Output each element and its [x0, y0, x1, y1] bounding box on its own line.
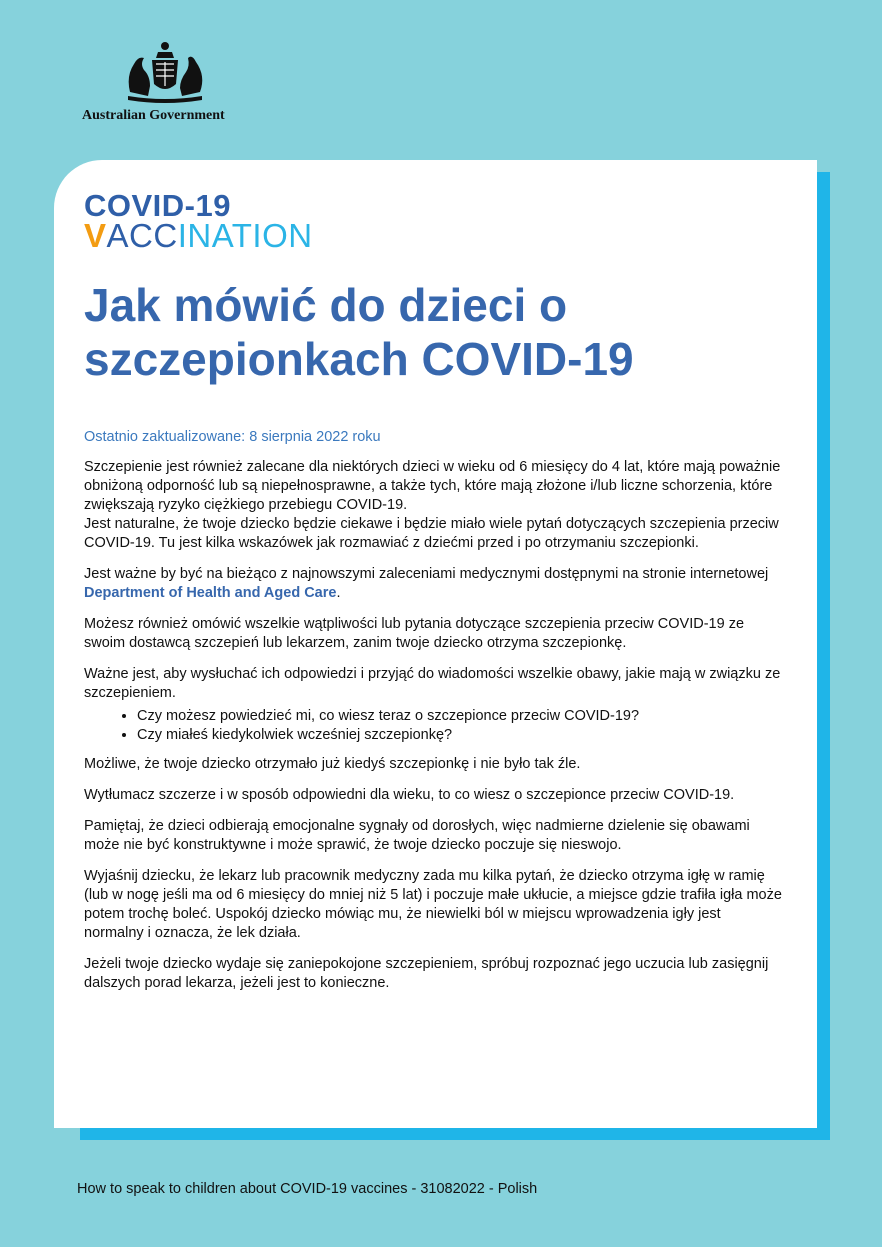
coat-of-arms-icon [120, 40, 210, 104]
paragraph-emotional-signals: Pamiętaj, że dzieci odbierają emocjonalne sygnały od dorosłych, więc nadmierne dzielenie się obawami może nie być konstruktywne i może sprawić, że twoje dziecko poczuje się nieswojo. [84, 818, 750, 853]
document-body [84, 458, 784, 1005]
paragraph-listen: Ważne jest, aby wysłuchać ich odpowiedzi i przyjąć do wiadomości wszelkie obawy, jakie mają w związku ze szczepieniem. [84, 666, 781, 701]
paragraph-curious-child: Jest naturalne, że twoje dziecko będzie ciekawe i będzie miało wiele pytań dotyczących szczepienia przeciw COVID-19. Tu jest kilka wskazówek jak rozmawiać z dziećmi przed i po otrzymaniu szczepionki. [84, 516, 779, 551]
brand-covid-text: COVID-19 [84, 188, 231, 223]
paragraph-anxious-child: Jeżeli twoje dziecko wydaje się zaniepokojone szczepieniem, spróbuj rozpoznać jego uczucia lub zasięgnij dalszych porad lekarza, jeżeli jest to konieczne. [84, 956, 769, 991]
government-name: Australian Government [82, 108, 225, 123]
paragraph-stay-updated [84, 565, 784, 603]
brand-vaccination-text [84, 217, 313, 255]
brand-ination-letters: INATION [177, 217, 313, 254]
list-item: • Czy możesz powiedzieć mi, co wiesz teraz o szczepionce przeciw COVID-19? [137, 707, 784, 726]
question-list [84, 707, 784, 745]
list-item: • Czy miałeś kiedykolwiek wcześniej szczepionkę? [137, 726, 784, 745]
page-title: Jak mówić do dzieci o szczepionkach COVID-19 [84, 279, 634, 385]
content-card [54, 160, 817, 1128]
paragraph-previous-vaccine: Możliwe, że twoje dziecko otrzymało już kiedyś szczepionkę i nie było tak źle. [84, 756, 581, 772]
paragraph-stay-updated-text: Jest ważne by być na bieżąco z najnowszymi zaleceniami medycznymi dostępnymi na stronie internetowej [84, 566, 769, 582]
paragraph-discuss-concerns: Możesz również omówić wszelkie wątpliwości lub pytania dotyczące szczepienia przeciw COVID-19 ze swoim dostawcą szczepień lub lekarzem, zanim twoje dziecko otrzyma szczepionkę. [84, 616, 745, 651]
covid-vaccination-logo [84, 188, 344, 252]
australian-government-logo [82, 40, 252, 130]
paragraph-eligibility: Szczepienie jest również zalecane dla niektórych dzieci w wieku od 6 miesięcy do 4 lat, które mają poważnie obniżoną odporność lub są niepełnosprawne, a także tych, które mają złożone i/lub liczne schorzenia, które zwiększają ryzyko ciężkiego przebiegu COVID-19. [84, 459, 781, 513]
paragraph-explain-honestly: Wytłumacz szczerze i w sposób odpowiedni dla wieku, to co wiesz o szczepionce przeciw COVID-19. [84, 787, 735, 803]
paragraph-stay-updated-end: . [336, 585, 341, 601]
document-footer: How to speak to children about COVID-19 vaccines - 31082022 - Polish [77, 1181, 538, 1197]
department-of-health-link[interactable]: Department of Health and Aged Care [84, 585, 337, 601]
brand-acc-letters: ACC [106, 217, 178, 254]
paragraph-explain-procedure: Wyjaśnij dziecku, że lekarz lub pracownik medyczny zada mu kilka pytań, że dziecko otrzyma igłę w ramię (lub w nogę jeśli ma od 6 miesięcy do mniej niż 5 lat) i poczuje małe ukłucie, a miejsce gdzie trafiła igła może potem trochę boleć. Uspokój dziecko mówiąc mu, że niewielki ból w miejscu wprowadzenia igły jest normalny i oznacza, że lek działa. [84, 868, 782, 941]
brand-v-letter: V [84, 217, 107, 254]
last-updated-date: Ostatnio zaktualizowane: 8 sierpnia 2022 roku [84, 429, 381, 445]
